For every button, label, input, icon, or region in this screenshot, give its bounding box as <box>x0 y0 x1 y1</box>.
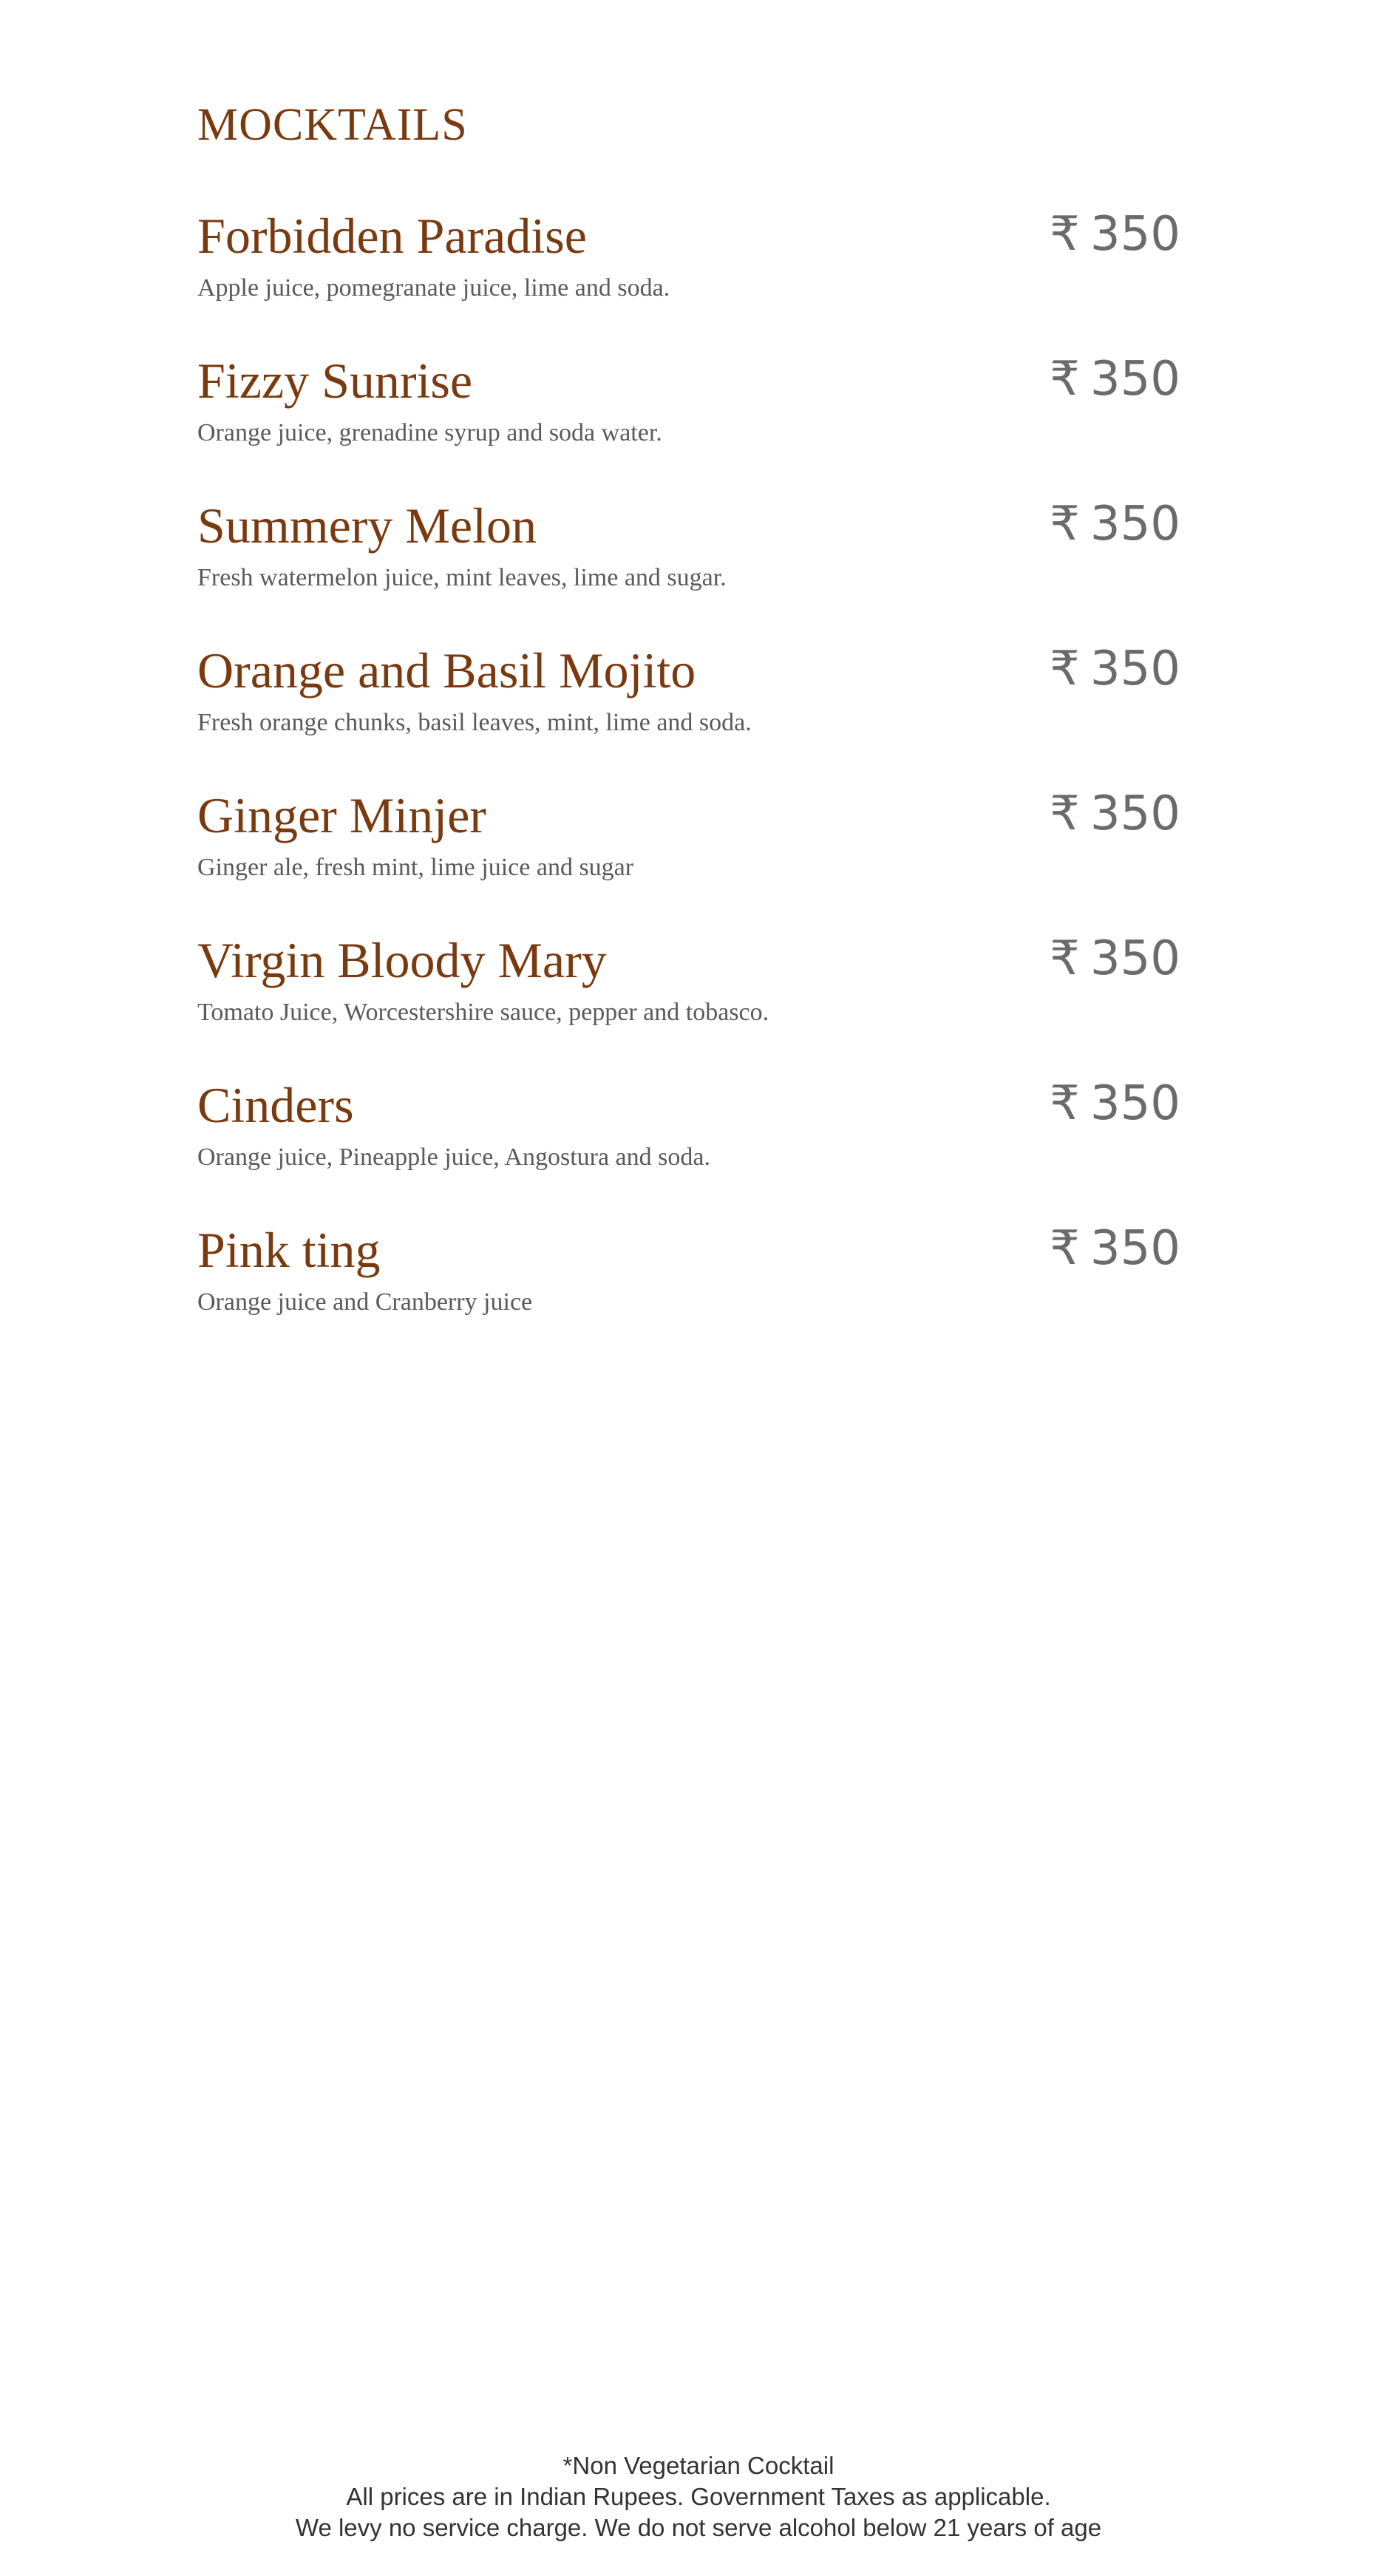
rupee-icon: ₹ <box>1050 497 1080 551</box>
item-description: Orange juice and Cranberry juice <box>197 1288 533 1316</box>
item-price <box>1050 1078 1180 1129</box>
item-price-value: 350 <box>1090 786 1180 841</box>
item-price <box>1050 643 1180 695</box>
item-price-value: 350 <box>1090 497 1180 551</box>
rupee-icon: ₹ <box>1050 207 1080 262</box>
menu-item <box>197 498 1180 616</box>
rupee-icon: ₹ <box>1050 1076 1080 1131</box>
item-name: Summery Melon <box>197 497 537 554</box>
item-name: Ginger Minjer <box>197 787 486 843</box>
rupee-icon: ₹ <box>1050 642 1080 696</box>
item-name: Orange and Basil Mojito <box>197 642 696 699</box>
item-name: Forbidden Paradise <box>197 208 587 264</box>
item-price <box>1050 353 1180 405</box>
item-price-value: 350 <box>1090 1076 1180 1131</box>
item-price <box>1050 498 1180 550</box>
item-price <box>1050 788 1180 840</box>
footer-line-prices-note: All prices are in Indian Rupees. Government Taxes as applicable. <box>346 2483 1051 2510</box>
item-description: Fresh orange chunks, basil leaves, mint, lime and soda. <box>197 709 752 736</box>
item-name: Pink ting <box>197 1222 381 1278</box>
menu-item <box>197 1223 1180 1341</box>
item-name: Cinders <box>197 1077 354 1133</box>
menu-item <box>197 643 1180 761</box>
rupee-icon: ₹ <box>1050 931 1080 986</box>
item-name: Virgin Bloody Mary <box>197 932 607 988</box>
item-price-value: 350 <box>1090 1221 1180 1276</box>
menu-item <box>197 933 1180 1051</box>
menu-item <box>197 788 1180 906</box>
item-price <box>1050 1223 1180 1274</box>
footer-line-service-note: We levy no service charge. We do not serve alcohol below 21 years of age <box>295 2514 1102 2541</box>
rupee-icon: ₹ <box>1050 786 1080 841</box>
item-price <box>1050 933 1180 985</box>
item-price <box>1050 208 1180 260</box>
item-price-value: 350 <box>1090 642 1180 696</box>
item-description: Orange juice, Pineapple juice, Angostura and soda. <box>197 1143 710 1171</box>
item-price-value: 350 <box>1090 931 1180 986</box>
item-price-value: 350 <box>1090 207 1180 262</box>
menu-item <box>197 353 1180 472</box>
item-name: Fizzy Sunrise <box>197 353 473 409</box>
item-description: Apple juice, pomegranate juice, lime and soda. <box>197 274 670 302</box>
section-title: MOCKTAILS <box>197 100 468 150</box>
menu-item <box>197 208 1180 327</box>
footer-notes <box>0 2450 1397 2543</box>
rupee-icon: ₹ <box>1050 1221 1080 1276</box>
item-description: Fresh watermelon juice, mint leaves, lime and sugar. <box>197 564 727 591</box>
menu-item <box>197 1078 1180 1196</box>
item-price-value: 350 <box>1090 352 1180 407</box>
footer-line-non-veg-note: *Non Vegetarian Cocktail <box>562 2452 835 2479</box>
rupee-icon: ₹ <box>1050 352 1080 407</box>
item-description: Ginger ale, fresh mint, lime juice and sugar <box>197 854 634 881</box>
item-description: Orange juice, grenadine syrup and soda water. <box>197 419 662 446</box>
item-description: Tomato Juice, Worcestershire sauce, pepper and tobasco. <box>197 999 769 1026</box>
